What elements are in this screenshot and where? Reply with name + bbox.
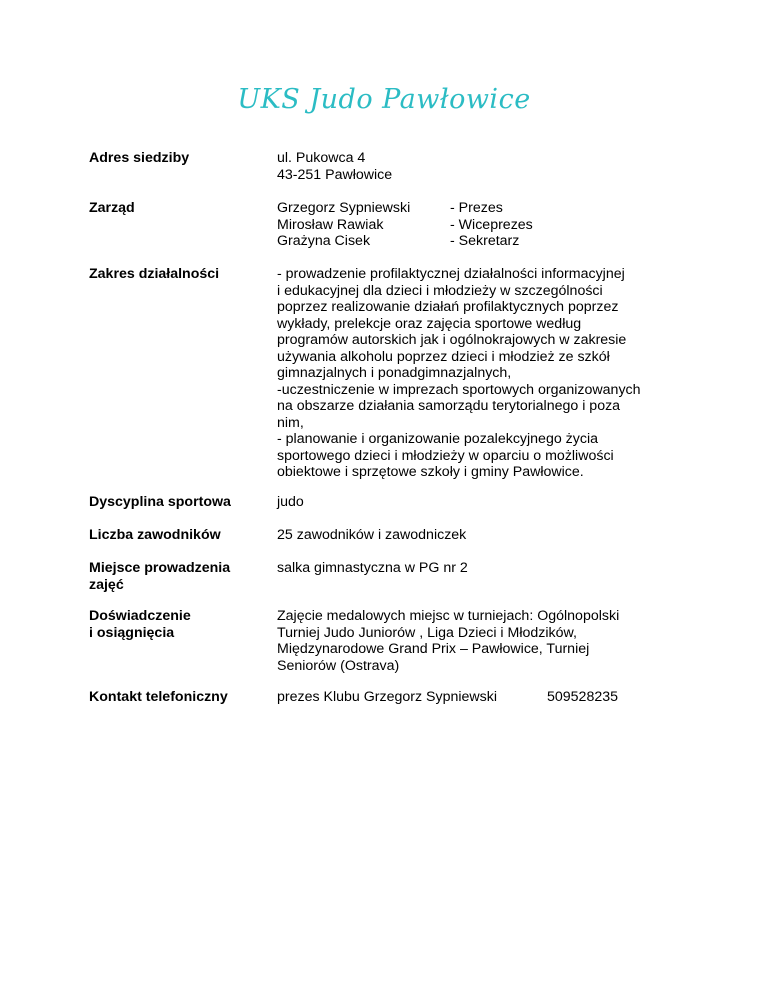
scope-line: nim, <box>277 414 304 431</box>
experience-line: Zajęcie medalowych miejsc w turniejach: Ogólnopolski <box>277 608 620 624</box>
experience-line: Turniej Judo Juniorów , Liga Dzieci i Młodzików, <box>277 624 577 641</box>
scope-line: - prowadzenie profilaktycznej działalności informacyjnej <box>277 266 625 282</box>
contact-phone: 509528235 <box>547 689 619 705</box>
discipline-label: Dyscyplina sportowa <box>89 494 231 510</box>
scope-line: poprzez realizowanie działań profilaktycznych poprzez <box>277 299 619 315</box>
experience-label-line: i osiągnięcia <box>89 624 175 641</box>
experience-line: Międzynarodowe Grand Prix – Pawłowice, Turniej <box>277 641 590 657</box>
venue-value: salka gimnastyczna w PG nr 2 <box>277 560 468 576</box>
board-label: Zarząd <box>89 200 135 216</box>
experience-label-line: Doświadczenie <box>89 608 191 624</box>
scope-value <box>277 266 677 481</box>
scope-line: - planowanie i organizowanie pozalekcyjnego życia <box>277 431 598 447</box>
experience-label <box>89 608 264 641</box>
scope-line: obiektowe i sprzętowe szkoły i gminy Pawłowice. <box>277 464 584 480</box>
address-line: ul. Pukowca 4 <box>277 150 366 166</box>
board-member: Mirosław Rawiak <box>277 216 384 233</box>
address-line: 43-251 Pawłowice <box>277 166 393 183</box>
board-member: Grażyna Cisek <box>277 233 371 249</box>
scope-line: używania alkoholu poprzez dzieci i młodzież ze szkół <box>277 348 610 365</box>
scope-line: -uczestniczenie w imprezach sportowych organizowanych <box>277 381 641 398</box>
board-member: Grzegorz Sypniewski <box>277 200 411 216</box>
scope-line: sportowego dzieci i młodzieży w oparciu o możliwości <box>277 447 614 464</box>
board-roles <box>450 200 533 250</box>
venue-label <box>89 560 264 593</box>
discipline-value: judo <box>277 494 304 510</box>
experience-line: Seniorów (Ostrava) <box>277 657 400 674</box>
board-role: - Prezes <box>450 200 503 216</box>
experience-value <box>277 608 677 674</box>
scope-line: wykłady, prelekcje oraz zajęcia sportowe według <box>277 315 582 332</box>
athletes-value: 25 zawodników i zawodniczek <box>277 527 467 543</box>
scope-line: na obszarze działania samorządu terytorialnego i poza <box>277 398 621 414</box>
scope-line: i edukacyjnej dla dzieci i młodzieży w szczególności <box>277 282 603 299</box>
document-title: UKS Judo Pawłowice <box>237 84 531 115</box>
athletes-label: Liczba zawodników <box>89 527 221 543</box>
board-role: - Sekretarz <box>450 233 520 249</box>
scope-line: programów autorskich jak i ogólnokrajowych w zakresie <box>277 332 627 348</box>
board-role: - Wiceprezes <box>450 216 533 233</box>
venue-label-line: zajęć <box>89 576 124 593</box>
scope-label: Zakres działalności <box>89 266 220 282</box>
address-value <box>277 150 677 183</box>
scope-line: gimnazjalnych i ponadgimnazjalnych, <box>277 365 512 381</box>
venue-label-line: Miejsce prowadzenia <box>89 560 231 576</box>
contact-person: prezes Klubu Grzegorz Sypniewski <box>277 689 498 705</box>
address-label: Adres siedziby <box>89 150 190 166</box>
contact-label: Kontakt telefoniczny <box>89 689 228 705</box>
